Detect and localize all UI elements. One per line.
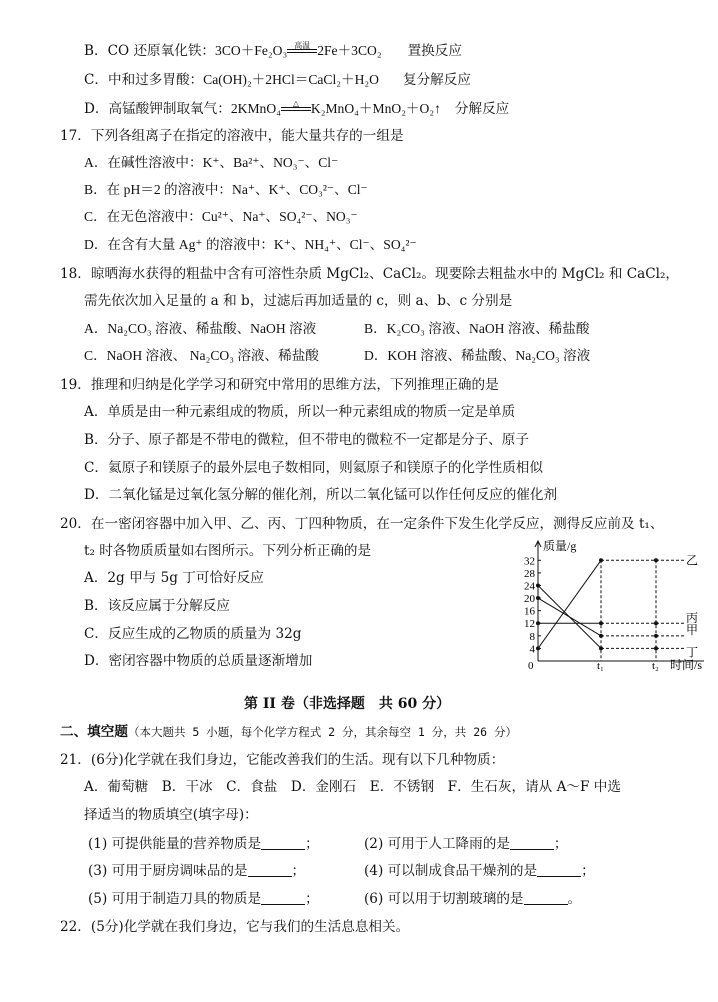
q21-stem-line3: 择适当的物质填空(填字母)：	[84, 807, 258, 823]
q18-stem-line2: 需先依次加入足量的 a 和 b，过滤后再加适量的 c，则 a、b、c 分别是	[84, 293, 513, 309]
q21-item-1: (1) 可提供能量的营养物质是 ；	[88, 836, 319, 852]
data-point-甲	[536, 596, 540, 600]
series-line-乙	[538, 560, 601, 648]
q18-option-d: D．KOH 溶液、稀盐酸、Na₂CO₃ 溶液	[364, 348, 591, 363]
x-tick-label: 0	[528, 660, 534, 672]
data-point-乙	[654, 558, 658, 562]
answer-blank[interactable]	[510, 835, 554, 850]
q16-option-d: D．高锰酸钾制取氧气：2KMnO₄ △ K₂MnO₄＋MnO₂＋O₂↑ 分解反应	[84, 99, 510, 117]
q21-item-6: (6) 可以用于切割玻璃的是 。	[364, 891, 582, 907]
series-label-甲: 甲	[686, 622, 699, 637]
series-label-丙: 丙	[686, 611, 699, 626]
q19-option-a: A．单质是由一种元素组成的物质，所以一种元素组成的物质一定是单质	[84, 404, 516, 420]
reaction-condition: △	[281, 101, 311, 115]
q18-stem-line1: 18．晾晒海水获得的粗盐中含有可溶性杂质 MgCl₂、CaCl₂。现要除去粗盐水中的 MgCl₂ 和 CaCl₂，	[60, 266, 680, 282]
y-tick-label: 28	[524, 567, 535, 580]
answer-blank[interactable]	[248, 862, 292, 877]
q19-option-d: D．二氧化锰是过氧化氢分解的催化剂，所以二氧化锰可以作任何反应的催化剂	[84, 487, 558, 503]
y-tick-label: 4	[529, 643, 535, 656]
q21-item-5: (5) 可用于制造刀具的物质是 ；	[88, 891, 319, 907]
q21-stem: 21．(6分)化学就在我们身边，它能改善我们的生活。现有以下几种物质：	[60, 752, 505, 768]
y-tick-label: 16	[524, 605, 535, 618]
y-axis-label: 质量/g	[543, 539, 577, 553]
q17-option-a: A．在碱性溶液中：K⁺、Ba²⁺、NO₃⁻、Cl⁻	[84, 155, 339, 170]
q21-item-4: (4) 可以制成食品干燥剂的是 ；	[364, 863, 595, 879]
data-point-丙	[599, 621, 603, 625]
y-tick-label: 12	[524, 618, 535, 631]
q17-stem: 17．下列各组离子在指定的溶液中，能大量共存的一组是	[60, 128, 404, 144]
y-tick-label: 20	[524, 593, 535, 606]
data-point-乙	[536, 646, 540, 650]
data-point-丁	[599, 646, 603, 650]
data-point-甲	[599, 634, 603, 638]
q22-stem: 22．(5分)化学就在我们身边，它与我们的生活息息相关。	[60, 919, 410, 935]
data-point-丙	[536, 621, 540, 625]
answer-blank[interactable]	[261, 835, 305, 850]
mass-time-chart	[508, 536, 708, 672]
q19-option-c: C．氦原子和镁原子的最外层电子数相同，则氦原子和镁原子的化学性质相似	[84, 460, 543, 476]
q21-options: A．葡萄糖 B．干冰 C．食盐 D．金刚石 E．不锈钢 F．生石灰，请从 A～F 中选	[84, 779, 621, 795]
q16-option-c: C．中和过多胃酸：Ca(OH)₂＋2HCl＝CaCl₂＋H₂O 复分解反应	[84, 72, 471, 88]
series-label-乙: 乙	[686, 553, 699, 568]
q19-stem: 19．推理和归纳是化学学习和研究中常用的思维方法，下列推理正确的是	[60, 377, 499, 393]
series-line-丁	[538, 585, 601, 648]
q20-option-c: C．反应生成的乙物质的质量为 32g	[84, 626, 302, 642]
series-label-丁: 丁	[686, 645, 699, 660]
q17-option-d: D．在含有大量 Ag⁺ 的溶液中：K⁺、NH₄⁺、Cl⁻、SO₄²⁻	[84, 237, 417, 252]
section-heading: 二、填空题（本大题共 5 小题，每个化学方程式 2 分，其余每空 1 分，共 26 分）	[60, 724, 517, 740]
reaction-condition: 高温	[287, 43, 317, 57]
data-point-甲	[654, 634, 658, 638]
q16-option-b: B．CO 还原氧化铁：3CO＋Fe₂O₃ 高温 2Fe＋3CO₂ 置换反应	[84, 41, 462, 59]
q17-option-c: C．在无色溶液中：Cu²⁺、Na⁺、SO₄²⁻、NO₃⁻	[84, 209, 358, 224]
answer-blank[interactable]	[261, 890, 305, 905]
x-tick-label: t₂	[652, 660, 659, 672]
q20-option-d: D．密闭容器中物质的总质量逐渐增加	[84, 653, 313, 669]
y-tick-label: 8	[529, 630, 535, 643]
data-point-丁	[654, 646, 658, 650]
q21-item-2: (2) 可用于人工降雨的是 ；	[364, 836, 568, 852]
q18-option-b: B．K₂CO₃ 溶液、NaOH 溶液、稀盐酸	[364, 321, 590, 336]
data-point-丙	[654, 621, 658, 625]
x-tick-label: t₁	[597, 660, 604, 672]
q18-option-c: C．NaOH 溶液、 Na₂CO₃ 溶液、稀盐酸	[84, 348, 319, 363]
y-tick-label: 24	[524, 580, 535, 593]
q18-option-a: A．Na₂CO₃ 溶液、稀盐酸、NaOH 溶液	[84, 321, 317, 336]
q20-option-a: A．2g 甲与 5g 丁可恰好反应	[84, 570, 264, 586]
q20-stem-line1: 20．在一密闭容器中加入甲、乙、丙、丁四种物质，在一定条件下发生化学反应，测得反应前及 t₁、	[60, 516, 664, 532]
q17-option-b: B．在 pH＝2 的溶液中：Na⁺、K⁺、CO₃²⁻、Cl⁻	[84, 182, 368, 197]
q19-option-b: B．分子、原子都是不带电的微粒，但不带电的微粒不一定都是分子、原子	[84, 432, 529, 448]
answer-blank[interactable]	[524, 890, 568, 905]
part-ii-title: 第 II 卷（非选择题 共 60 分）	[244, 696, 451, 712]
answer-blank[interactable]	[537, 862, 581, 877]
x-axis-label: 时间/s	[670, 658, 703, 672]
q20-stem-line2: t₂ 时各物质质量如右图所示。下列分析正确的是	[84, 543, 372, 559]
y-tick-label: 32	[524, 555, 535, 568]
data-point-丁	[536, 583, 540, 587]
q20-option-b: B．该反应属于分解反应	[84, 598, 230, 614]
q21-item-3: (3) 可用于厨房调味品的是 ；	[88, 863, 306, 879]
data-point-乙	[599, 558, 603, 562]
